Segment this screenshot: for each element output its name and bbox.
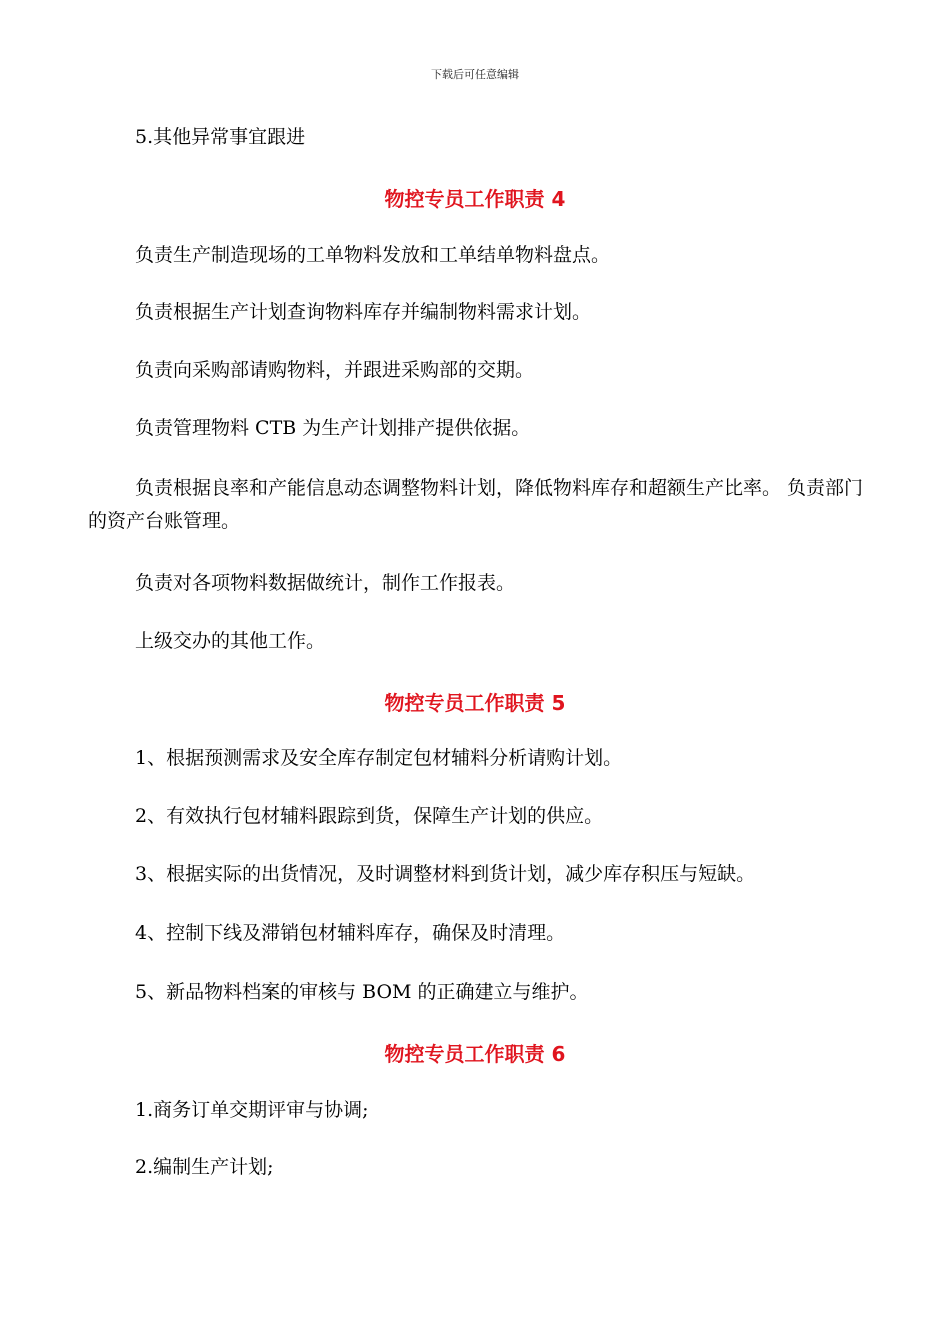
text-line: 4、控制下线及滞销包材辅料库存，确保及时清理。 — [135, 922, 566, 944]
text-line: 2.编制生产计划; — [135, 1156, 274, 1178]
text-line: 1.商务订单交期评审与协调; — [135, 1099, 369, 1121]
text-line: 5、新品物料档案的审核与 BOM 的正确建立与维护。 — [135, 981, 589, 1003]
section-heading: 物控专员工作职责 6 — [384, 1042, 566, 1066]
text-paragraph: 负责根据良率和产能信息动态调整物料计划，降低物料库存和超额生产比率。 负责部门的资产台账管理。 — [88, 477, 864, 532]
page-header: 下载后可任意编辑 — [431, 68, 519, 81]
text-line: 负责生产制造现场的工单物料发放和工单结单物料盘点。 — [135, 244, 611, 266]
text-line: 上级交办的其他工作。 — [135, 630, 326, 652]
text-line: 2、有效执行包材辅料跟踪到货，保障生产计划的供应。 — [135, 805, 604, 827]
text-line: 1、根据预测需求及安全库存制定包材辅料分析请购计划。 — [135, 747, 623, 769]
text-line: 3、根据实际的出货情况，及时调整材料到货计划，减少库存积压与短缺。 — [135, 863, 756, 885]
text-line: 负责根据生产计划查询物料库存并编制物料需求计划。 — [135, 301, 592, 323]
text-line: 负责向采购部请购物料，并跟进采购部的交期。 — [135, 359, 535, 381]
text-line: 5.其他异常事宜跟进 — [135, 126, 306, 148]
text-line: 负责管理物料 CTB 为生产计划排产提供依据。 — [135, 417, 531, 439]
section-heading: 物控专员工作职责 5 — [384, 691, 566, 715]
text-line: 负责对各项物料数据做统计，制作工作报表。 — [135, 572, 516, 594]
section-heading: 物控专员工作职责 4 — [384, 187, 566, 211]
